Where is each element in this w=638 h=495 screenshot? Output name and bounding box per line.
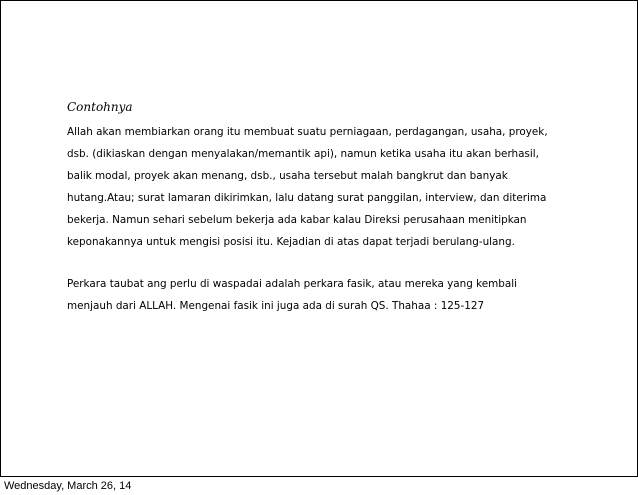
text-line: bekerja. Namun sehari sebelum bekerja ada kabar kalau Direksi perusahaan menitipkan xyxy=(67,214,527,226)
text-line: balik modal, proyek akan menang, dsb., usaha tersebut malah bangkrut dan banyak xyxy=(67,170,508,182)
paragraph-fasik xyxy=(67,273,587,317)
text-line: Allah akan membiarkan orang itu membuat suatu perniagaan, perdagangan, usaha, proyek, xyxy=(67,126,548,138)
text-line: Perkara taubat ang perlu di waspadai adalah perkara fasik, atau mereka yang kembali xyxy=(67,278,518,290)
slide-content xyxy=(67,99,587,317)
text-line: keponakannya untuk mengisi posisi itu. Kejadian di atas dapat terjadi berulang-ulang. xyxy=(67,236,515,248)
text-line: menjauh dari ALLAH. Mengenai fasik ini juga ada di surah QS. Thahaa : 125-127 xyxy=(67,300,485,312)
text-line: hutang.Atau; surat lamaran dikirimkan, lalu datang surat panggilan, interview, dan diterima xyxy=(67,192,547,204)
text-line: dsb. (dikiaskan dengan menyalakan/memantik api), namun ketika usaha itu akan berhasil, xyxy=(67,148,539,160)
slide-heading: Contohnya xyxy=(67,100,133,114)
paragraph-example xyxy=(67,121,587,253)
footer-date: Wednesday, March 26, 14 xyxy=(4,480,132,492)
